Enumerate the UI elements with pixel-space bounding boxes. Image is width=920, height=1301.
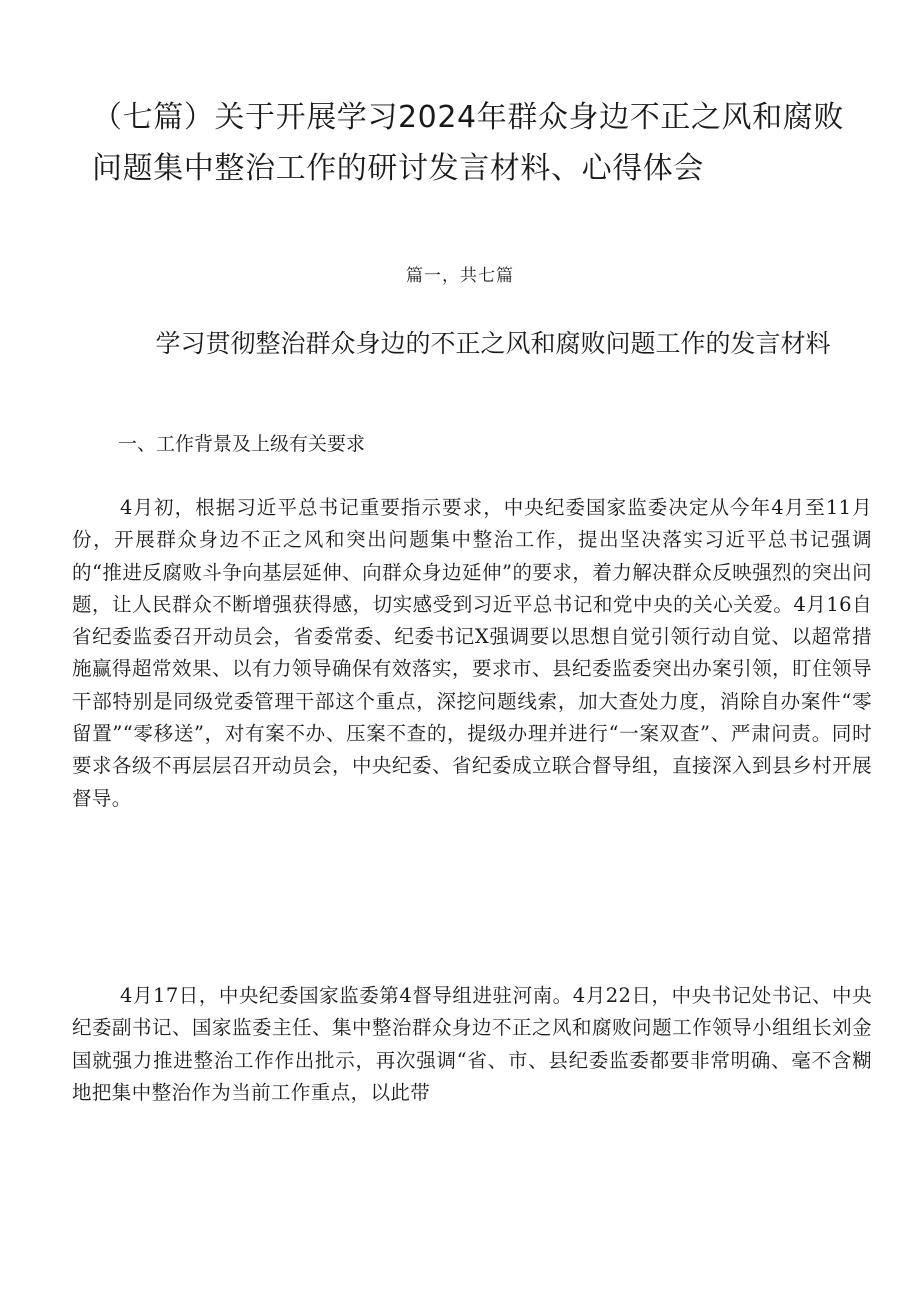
body-paragraph: 4月17日，中央纪委国家监委第4督导组进驻河南。4月22日，中央书记处书记、中央纪委副书记、国家监委主任、集中整治群众身边不正之风和腐败问题工作领导小组组长刘金国就强力推进整治工作作出批示，再次强调“省、市、县纪委监委都要非常明确、毫不含糊地把集中整治作为当前工作重点，以此带 <box>72 984 872 1104</box>
document-title: （七篇）关于开展学习2024年群众身边不正之风和腐败问题集中整治工作的研讨发言材料、心得体会 <box>92 100 844 186</box>
body-paragraph: 4月初，根据习近平总书记重要指示要求，中央纪委国家监委决定从今年4月至11月份，开展群众身边不正之风和突出问题集中整治工作，提出坚决落实习近平总书记强调的“推进反腐败斗争向基层延伸、向群众身边延伸”的要求，着力解决群众反映强烈的突出问题，让人民群众不断增强获得感，切实感受到习近平总书记和党中央的关心关爱。4月16自省纪委监委召开动员会，省委常委、纪委书记X强调要以思想自觉引领行动自觉、以超常措施赢得超常效果、以有力领导确保有效落实，要求市、县纪委监委突出办案引领，盯住领导干部特别是同级党委管理干部这个重点，深挖问题线索，加大查处力度，消除自办案件“零留置”“零移送”，对有案不办、压案不查的，提级办理并进行“一案双查”、严肃问责。同时要求各级不再层层召开动员会，中央纪委、省纪委成立联合督导组，直接深入到县乡村开展督导。 <box>72 496 872 810</box>
article-title: 学习贯彻整治群众身边的不正之风和腐败问题工作的发言材料 <box>155 329 831 358</box>
section-heading: 一、工作背景及上级有关要求 <box>118 433 366 455</box>
section-marker: 篇一，共七篇 <box>406 266 514 286</box>
